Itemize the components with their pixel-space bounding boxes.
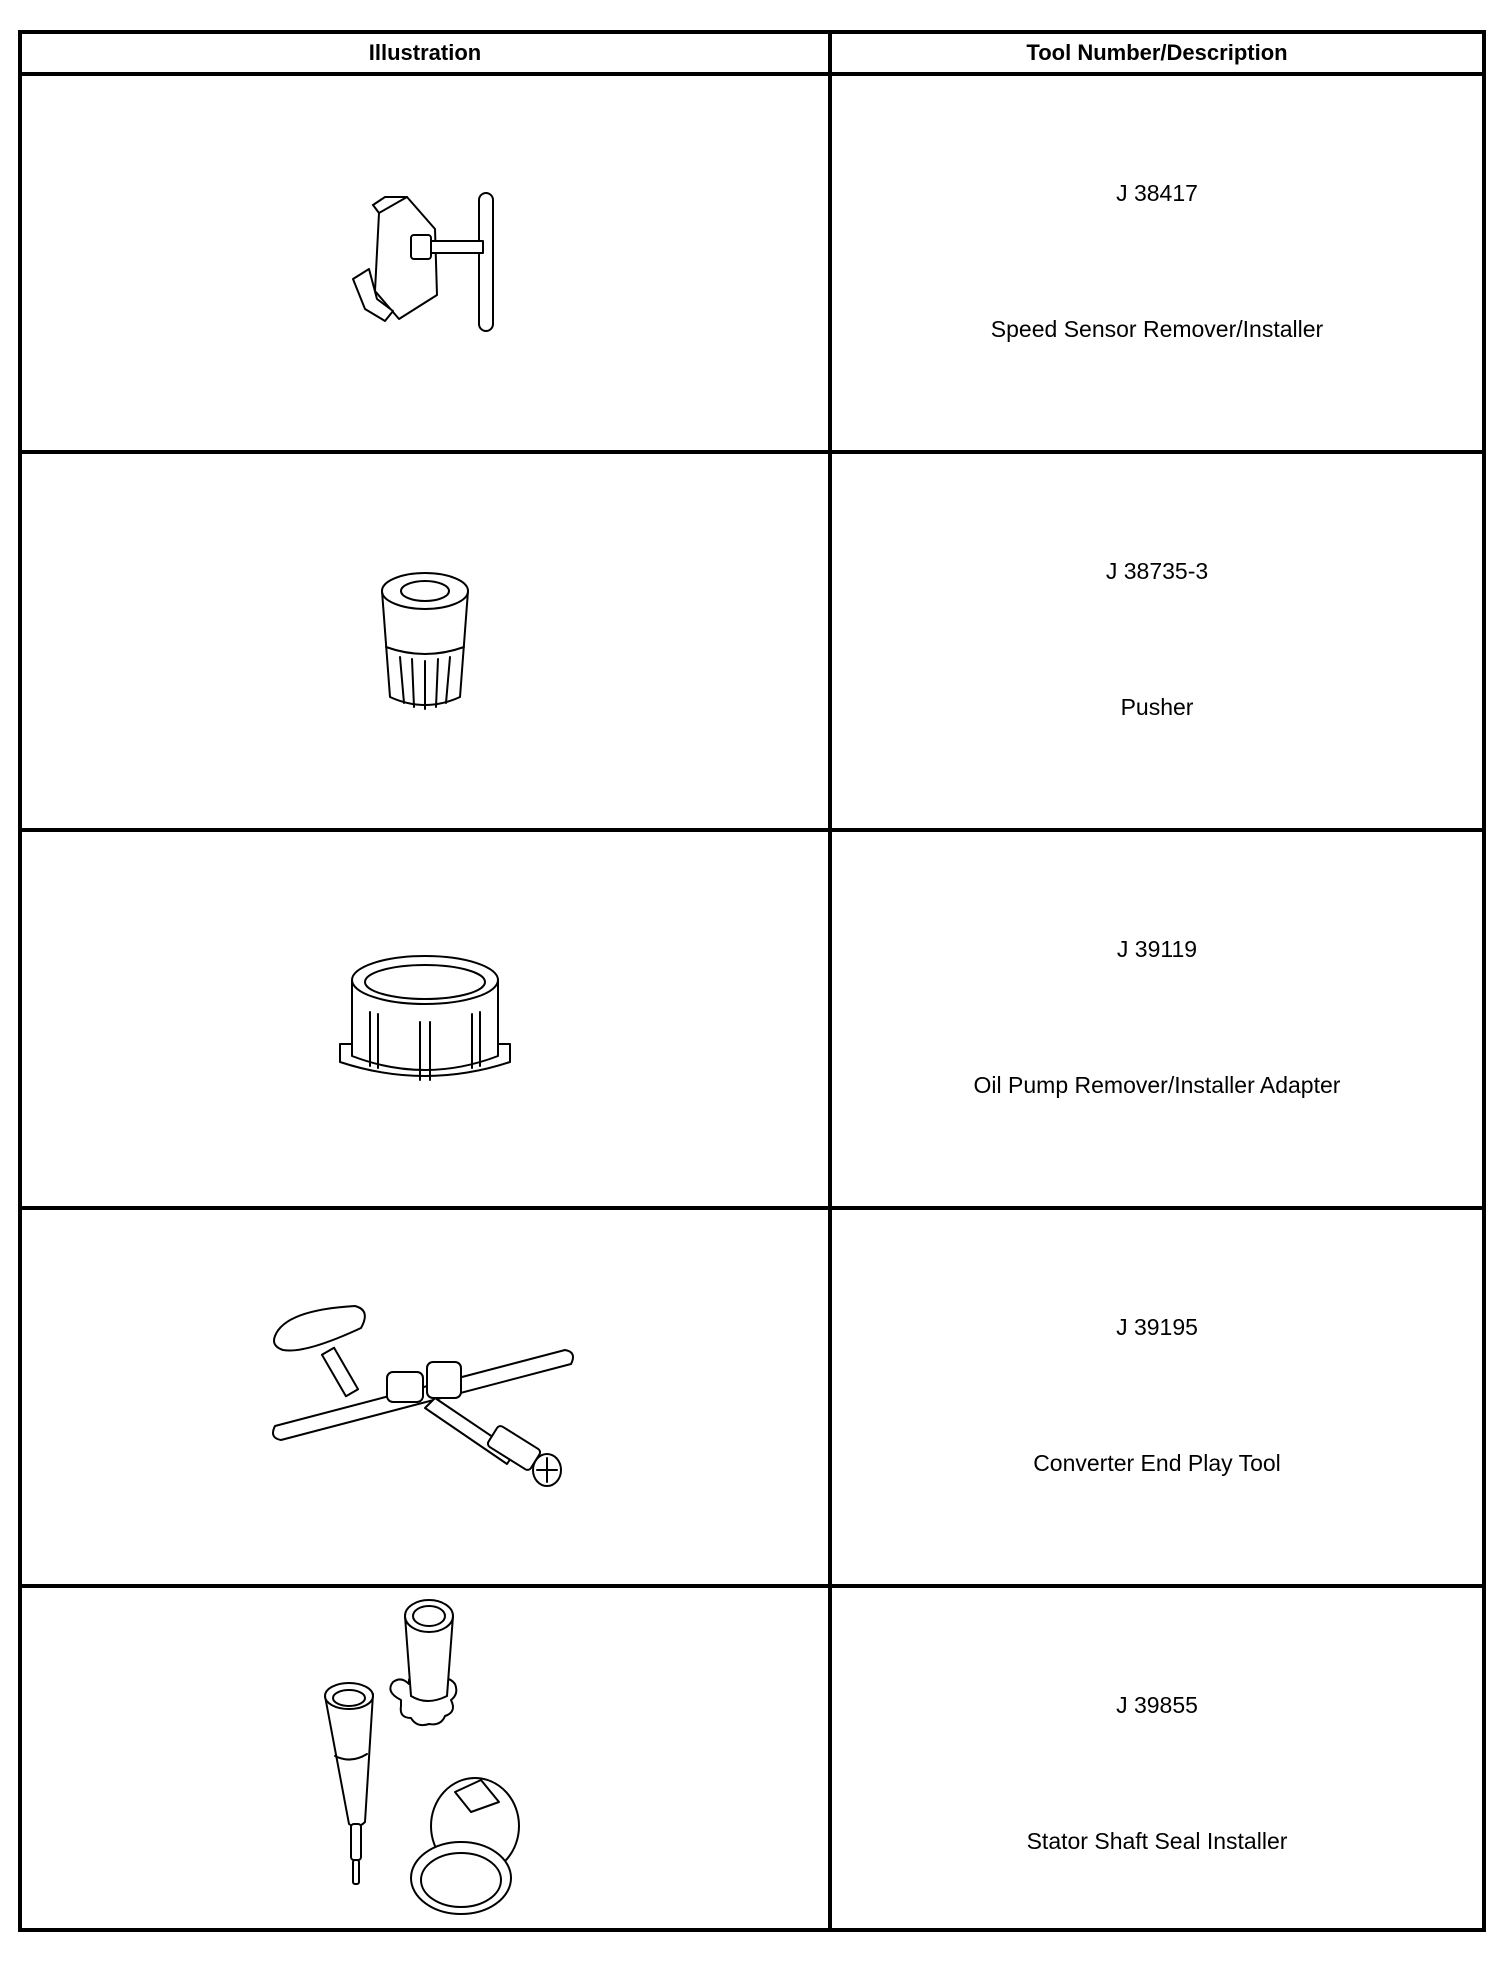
- tool-number: J 38417: [1116, 180, 1198, 206]
- tool-description: Pusher: [1120, 694, 1194, 720]
- illustration-header: Illustration: [368, 40, 482, 65]
- tool-description: Oil Pump Remover/Installer Adapter: [973, 1072, 1341, 1098]
- stator-shaft-seal-installer-icon: [305, 1588, 545, 1928]
- illustration-cell: [22, 1588, 828, 1928]
- tool-description: Stator Shaft Seal Installer: [1026, 1828, 1288, 1854]
- pusher-icon: [370, 561, 480, 721]
- table-row: [22, 76, 1482, 454]
- description-cell: [832, 832, 1482, 1206]
- description-cell: [832, 454, 1482, 828]
- special-tools-table: [18, 30, 1486, 1932]
- speed-sensor-remover-icon: [315, 183, 535, 343]
- description-cell: [832, 1210, 1482, 1584]
- tool-number: J 39119: [1116, 936, 1198, 962]
- table-row: [22, 1588, 1482, 1928]
- table-row: [22, 1210, 1482, 1588]
- description-cell: [832, 76, 1482, 450]
- table-row: [22, 454, 1482, 832]
- tool-number: J 38735-3: [1105, 558, 1209, 584]
- oil-pump-adapter-icon: [330, 944, 520, 1094]
- illustration-cell: [22, 832, 828, 1206]
- table-row: [22, 832, 1482, 1210]
- illustration-cell: [22, 76, 828, 450]
- tool-number-header: Tool Number/Description: [1026, 40, 1288, 65]
- tool-description: Speed Sensor Remover/Installer: [990, 316, 1324, 342]
- illustration-cell: [22, 1210, 828, 1584]
- converter-end-play-tool-icon: [265, 1302, 585, 1492]
- tool-description: Converter End Play Tool: [1033, 1450, 1281, 1476]
- tool-number: J 39195: [1116, 1314, 1198, 1340]
- table-header: [22, 34, 1482, 76]
- illustration-cell: [22, 454, 828, 828]
- tool-number: J 39855: [1116, 1692, 1198, 1718]
- description-cell: [832, 1588, 1482, 1928]
